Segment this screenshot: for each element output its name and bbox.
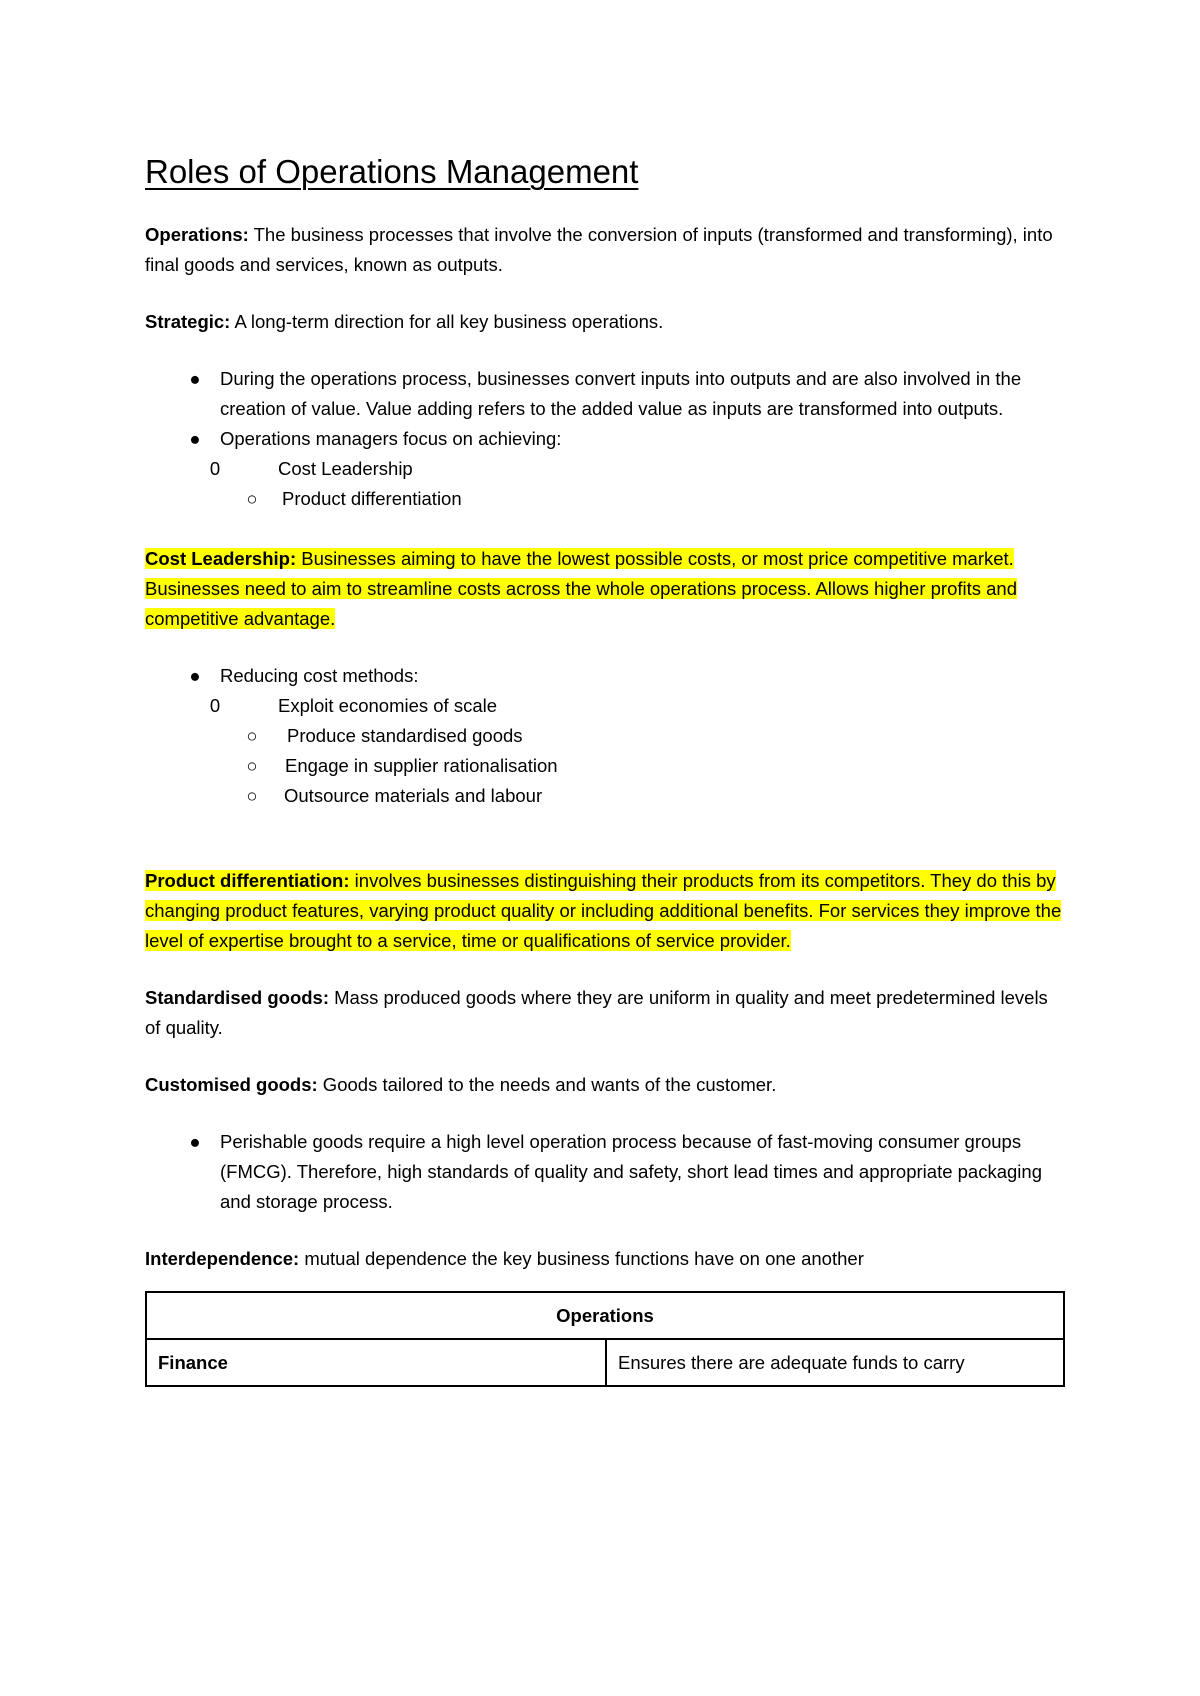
bullet-dot-icon: ● [189,1131,201,1152]
term-cost-leadership: Cost Leadership: [145,548,297,569]
sub-item-text: Produce standardised goods [287,725,523,746]
definition-text: Goods tailored to the needs and wants of the customer. [317,1074,777,1095]
definition-text: mutual dependence the key business functions have on one another [299,1248,864,1269]
sub-list-item [145,751,1065,781]
sub-list-item [145,721,1065,751]
bullet-item [145,364,1065,424]
sub-item-text: Outsource materials and labour [284,785,543,806]
circle-bullet-icon: ○ [246,488,258,509]
bullet-dot-icon: ● [189,665,201,686]
definition-interdependence [145,1244,1065,1274]
table-row [146,1339,1064,1386]
sub-marker: 0 [209,458,221,479]
definition-strategic [145,307,1065,337]
sub-list-item [145,484,1065,514]
bullet-text: Perishable goods require a high level operation process because of fast-moving consumer groups (FMCG). Therefore, high standards of quality and safety, short lead times and appropriate packaging and storage process. [220,1131,1042,1212]
sub-list-item [145,781,1065,811]
definition-operations [145,220,1065,280]
bullet-item [145,1127,1065,1217]
bullet-text: During the operations process, businesses convert inputs into outputs and are also involved in the creation of value. Value adding refers to the added value as inputs are transformed into outputs. [220,368,1022,419]
definition-text: involves businesses distinguishing their products from its competitors. They do this by changing product features, varying product quality or including additional benefits. For services they improve the level of expertise brought to a service, time or qualifications of service provider. [145,870,1062,951]
circle-bullet-icon: ○ [246,785,258,806]
sub-list-item [145,691,1065,721]
sub-item-text: Cost Leadership [278,458,413,479]
definition-cost-leadership [145,544,1065,634]
interdependence-table [145,1291,1065,1387]
table-header-cell [146,1292,1064,1339]
sub-item-text: Exploit economies of scale [278,695,498,716]
term-customised-goods: Customised goods: [145,1074,318,1095]
definition-text: Businesses aiming to have the lowest possible costs, or most price competitive market. Businesses need to aim to streamline costs across the whole operations process. Allows higher profits and competitive advantage. [145,548,1018,629]
term-strategic: Strategic: [145,311,231,332]
bullet-item [145,661,1065,691]
definition-standardised-goods [145,983,1065,1043]
definition-text: The business processes that involve the conversion of inputs (transformed and transforming), into final goods and services, known as outputs. [145,224,1053,275]
definition-text: A long-term direction for all key business operations. [230,311,664,332]
sub-item-text: Product differentiation [282,488,462,509]
page-title: Roles of Operations Management [145,153,639,190]
table-header-row [146,1292,1064,1339]
bullet-text: Operations managers focus on achieving: [220,428,562,449]
bullet-dot-icon: ● [189,428,201,449]
table-cell-desc: Ensures there are adequate funds to carry [606,1339,1064,1386]
circle-bullet-icon: ○ [246,725,258,746]
sub-list-item [145,454,1065,484]
term-operations: Operations: [145,224,249,245]
term-product-differentiation: Product differentiation [145,870,344,891]
term-standardised-goods: Standardised goods: [145,987,329,1008]
table-header-text: Operations [556,1304,654,1326]
document-page [145,150,1065,1387]
definition-product-differentiation [145,866,1065,956]
sub-item-text: Engage in supplier rationalisation [285,755,558,776]
definition-text: Mass produced goods where they are uniform in quality and meet predetermined levels of quality. [145,987,1048,1038]
bullet-item [145,424,1065,454]
bullet-text: Reducing cost methods: [220,665,419,686]
term-interdependence: Interdependence: [145,1248,300,1269]
circle-bullet-icon: ○ [246,755,258,776]
definition-customised-goods [145,1070,1065,1100]
row-label: Finance [158,1351,228,1373]
sub-marker: 0 [209,695,221,716]
bullet-dot-icon: ● [189,368,201,389]
highlighted-text [145,548,1017,629]
table-cell-label [146,1339,606,1386]
term-colon: : [343,870,350,891]
highlighted-text [145,870,1061,951]
